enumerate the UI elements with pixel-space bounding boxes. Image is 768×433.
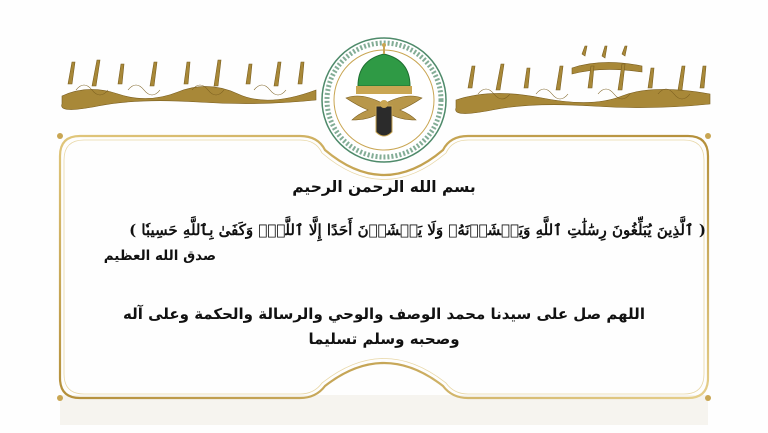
calligraphy-title-right [452,44,714,118]
basmala-line: بسم الله الرحمن الرحيم [292,178,476,196]
sadaq-line: صدق الله العظيم [103,248,216,264]
salawat-line-1: اللهم صل على سيدنا محمد الوصف والوحي والرسالة والحكمة وعلى آله [123,305,645,323]
green-dome-emblem-icon [318,34,450,164]
corner-ornaments [57,133,711,401]
salawat-line-2: وصحبه وسلم تسليما [308,330,460,348]
calligraphy-title-left [58,44,320,118]
quran-verse: ( ٱلَّذِينَ يُبَلِّغُونَ رِسَٰلَٰتِ ٱللَّهِ وَيَخۡشَوۡنَهُۥ وَلَا يَخۡشَوۡنَ أَحَدًا إِلَّا ٱللَّهَۗ وَكَفَىٰ بِٱللَّهِ حَسِيبٗا ) [129,221,706,239]
watermark-pattern [60,395,708,425]
